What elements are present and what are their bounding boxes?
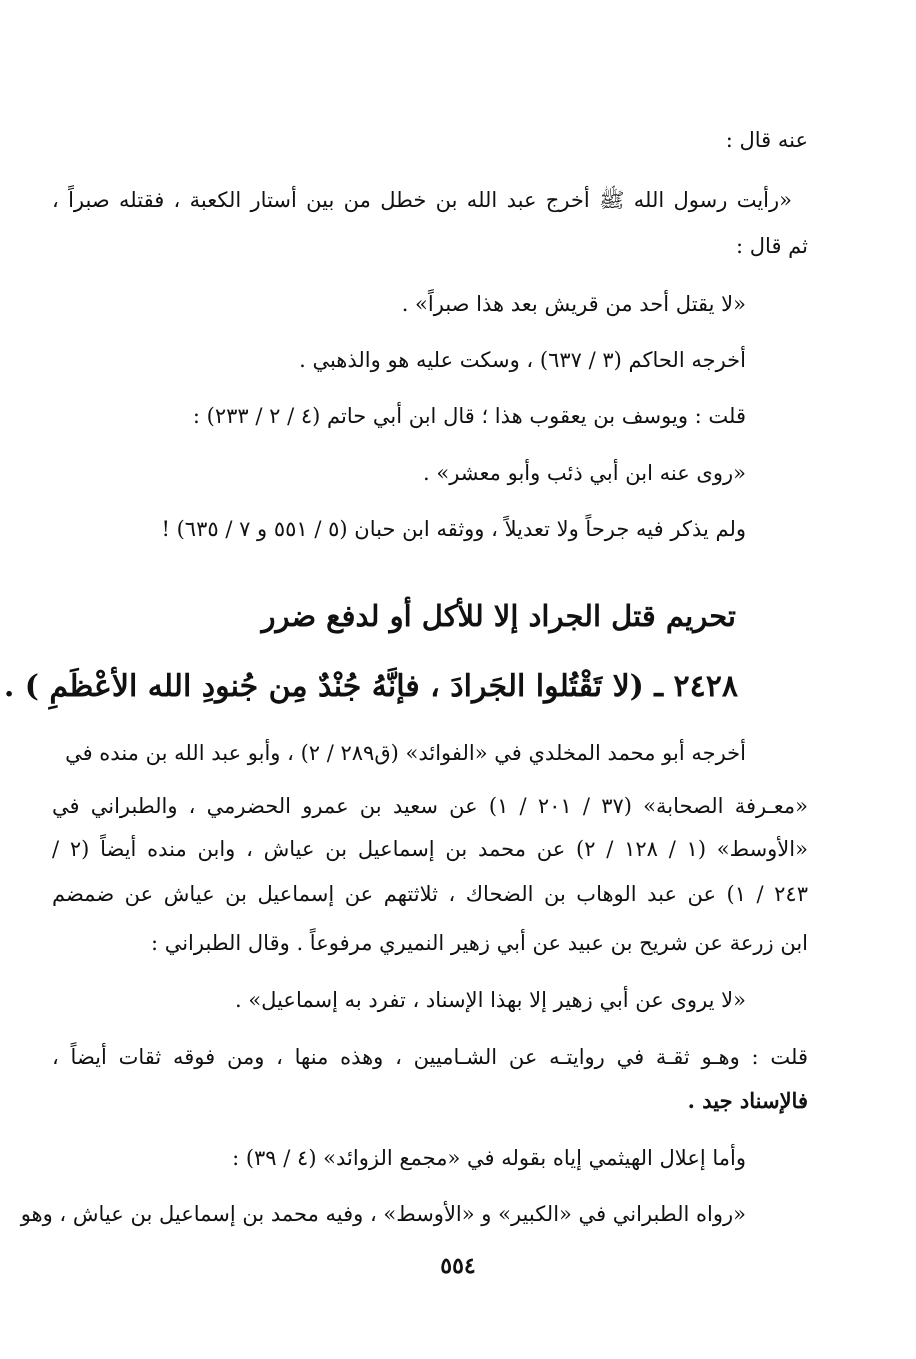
text-line: «رأيت رسول الله ﷺ أخرج عبد الله بن خطل من بين أستار الكعبة ، فقتله صبراً ، (52, 188, 792, 212)
text-line: ولم يذكر فيه جرحاً ولا تعديلاً ، ووثقه ابن حبان (٥ / ٥٥١ و ٧ / ٦٣٥) ! (161, 517, 746, 541)
quote-line: «لا يروى عن أبي زهير إلا بهذا الإسناد ، تفرد به إسماعيل» . (234, 988, 746, 1012)
quote-line: «لا يقتل أحد من قريش بعد هذا صبراً» . (401, 292, 746, 316)
quote-line: «روى عنه ابن أبي ذئب وأبو معشر» . (423, 461, 746, 485)
text-line: قلت : ويوسف بن يعقوب هذا ؛ قال ابن أبي حاتم (٤ / ٢ / ٢٣٣) : (192, 404, 746, 428)
quote-line: «رواه الطبراني في «الكبير» و «الأوسط» ، وفيه محمد بن إسماعيل بن عياش ، وهو (20, 1202, 746, 1226)
section-heading: تحريم قتل الجراد إلا للأكل أو لدفع ضرر (261, 599, 736, 633)
text-line: «معـرفة الصحابة» (٣٧ / ٢٠١ / ١) عن سعيد بن عمرو الحضرمي ، والطبراني في (52, 794, 808, 818)
page-number: ٥٥٤ (440, 1253, 476, 1279)
text-line: أخرجه أبو محمد المخلدي في «الفوائد» (ق٢٨٩ / ٢) ، وأبو عبد الله بن منده في (65, 741, 746, 765)
text-line: «الأوسط» (١ / ١٢٨ / ٢) عن محمد بن إسماعيل بن عياش ، وابن منده أيضاً (٢ / (52, 837, 808, 861)
text-line: ابن زرعة عن شريح بن عبيد عن أبي زهير النميري مرفوعاً . وقال الطبراني : (150, 931, 808, 955)
text-line: أخرجه الحاكم (٣ / ٦٣٧) ، وسكت عليه هو والذهبي . (299, 348, 746, 372)
text-line: وأما إعلال الهيثمي إياه بقوله في «مجمع الزوائد» (٤ / ٣٩) : (232, 1146, 746, 1170)
text-line: ٢٤٣ / ١) عن عبد الوهاب بن الضحاك ، ثلاثتهم عن إسماعيل بن عياش عن ضمضم (52, 882, 808, 906)
text-line: فالإسناد جيد . (687, 1088, 808, 1113)
hadith-text: ٢٤٢٨ ـ (لا تَقْتُلوا الجَرادَ ، فإنَّهُ جُنْدٌ مِن جُنودِ الله الأعْظَمِ ) . (3, 669, 738, 704)
text-line: ثم قال : (736, 234, 808, 258)
text-line: عنه قال : (725, 128, 808, 152)
text-line: قلت : وهـو ثقـة في روايتـه عن الشـاميين ، وهذه منها ، ومن فوقه ثقات أيضاً ، (52, 1045, 808, 1069)
